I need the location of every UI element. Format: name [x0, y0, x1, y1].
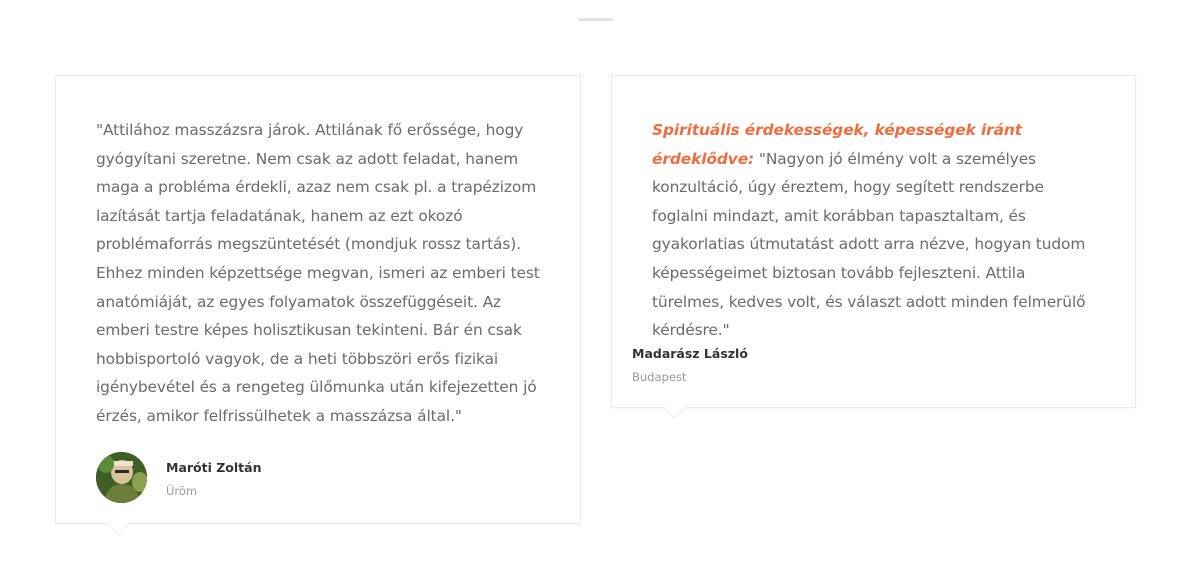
- testimonial-quote: [96, 116, 546, 431]
- card-pointer: [664, 398, 685, 419]
- author-name: Madarász László: [632, 346, 748, 361]
- testimonial-quote-text: "Nagyon jó élmény volt a személyes konzultáció, úgy éreztem, hogy segített rendszerbe foglalni mindazt, amit korábban tapasztaltam, és gyakorlatias útmutatást adott arra nézve, hogyan tudom képességeimet biztosan tovább fejleszteni. Attila türelmes, kedves volt, és választ adott minden felmerülő kérdésre.": [652, 149, 1086, 340]
- author-location: Üröm: [166, 484, 198, 498]
- testimonial-card: [611, 75, 1136, 408]
- author-location: Budapest: [632, 370, 687, 384]
- testimonial-card: [55, 75, 581, 524]
- testimonial-quote-text: "Attilához masszázsra járok. Attilának fő erőssége, hogy gyógyítani szeretne. Nem csak az adott feladat, hanem maga a probléma érdekli, azaz nem csak pl. a trapézizom lazítását tartja feladatának, hanem az ezt okozó problémaforrás megszüntetését (mondjuk rossz tartás). Ehhez minden képzettsége megvan, ismeri az emberi test anatómiáját, az egyes folyamatok összefüggéseit. Az emberi testre képes holisztikusan tekinteni. Bár én csak hobbisportoló vagyok, de a heti többszöri erős fizikai igénybevétel és a rengeteg ülőmunka után kifejezetten jó érzés, amikor felfrissülhetek a masszázsa által.": [96, 121, 540, 425]
- testimonial-lead: Spirituális érdekességek, képességek iránt érdeklődve:: [652, 121, 1023, 168]
- testimonial-quote: [652, 116, 1097, 345]
- author-name: Maróti Zoltán: [166, 460, 262, 475]
- section-divider: [578, 18, 613, 21]
- card-pointer: [108, 514, 129, 535]
- avatar: [96, 452, 147, 503]
